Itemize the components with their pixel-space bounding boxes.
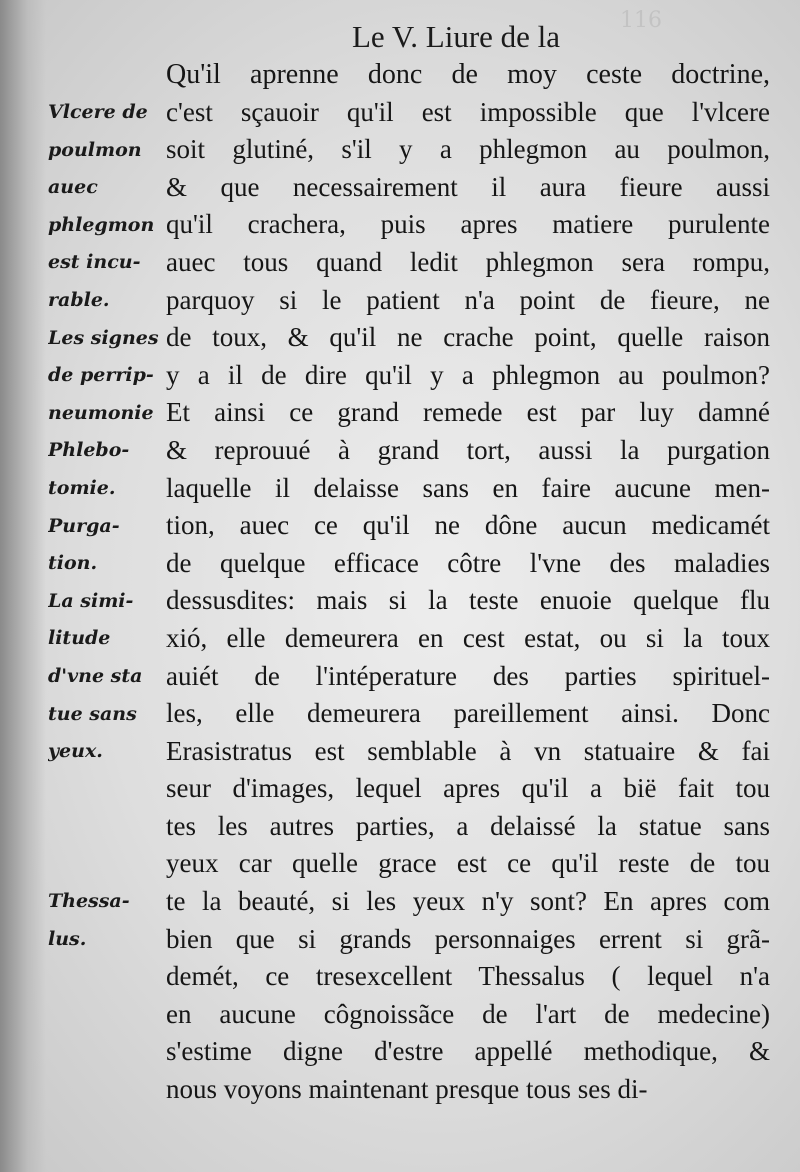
- text-line: soit glutiné, s'il y a phlegmon au poulmon,: [166, 134, 770, 165]
- text-line: en aucune côgnoissãce de l'art de medecine): [166, 998, 770, 1029]
- margin-note: litude: [48, 627, 111, 650]
- text-line: Erasistratus est semblable à vn statuaire & fai: [166, 735, 770, 766]
- text-line: demét, ce tresexcellent Thessalus ( lequel n'a: [166, 961, 770, 992]
- text-line: les, elle demeurera pareillement ainsi. Donc: [166, 698, 770, 729]
- text-line: y a il de dire qu'il y a phlegmon au poulmon?: [166, 359, 770, 390]
- page-gutter-shadow: [0, 0, 46, 1172]
- text-line: laquelle il delaisse sans en faire aucune men-: [166, 472, 770, 503]
- margin-note: auec: [48, 176, 98, 199]
- text-line: & que necessairement il aura fieure aussi: [166, 171, 770, 202]
- text-line: nous voyons maintenant presque tous ses di-: [166, 1074, 648, 1105]
- text-line: s'estime digne d'estre appellé methodique, &: [166, 1036, 770, 1067]
- text-line: tes les autres parties, a delaissé la statue sans: [166, 810, 770, 841]
- margin-notes: [48, 94, 160, 959]
- margin-note: phlegmon: [48, 213, 155, 236]
- running-head: Le V. Liure de la: [352, 19, 561, 54]
- margin-note: rable.: [48, 288, 110, 311]
- text-line: Qu'il aprenne donc de moy ceste doctrine,: [166, 59, 770, 90]
- margin-note: de perrip-: [48, 364, 154, 387]
- margin-note: d'vne sta: [48, 664, 143, 687]
- text-line: auec tous quand ledit phlegmon sera rompu,: [166, 246, 770, 277]
- text-line: auiét de l'intéperature des parties spirituel-: [166, 660, 770, 691]
- margin-note: Vlcere de: [48, 101, 148, 123]
- text-line: tion, auec ce qu'il ne dône aucun medicamét: [166, 510, 770, 541]
- text-line: parquoy si le patient n'a point de fieure, ne: [166, 284, 770, 315]
- bleed-through-page-number: 116: [620, 8, 662, 33]
- margin-note: Phlebo-: [48, 439, 130, 462]
- text-line: bien que si grands personnaiges errent si grã-: [166, 923, 770, 954]
- text-line: seur d'images, lequel apres qu'il a bië fait tou: [166, 773, 770, 804]
- margin-note: tion.: [48, 552, 98, 575]
- margin-note: lus.: [48, 928, 87, 951]
- text-line: qu'il crachera, puis apres matiere purulente: [166, 209, 770, 240]
- margin-note: Thessa-: [48, 890, 130, 913]
- text-line: dessusdites: mais si la teste enuoie quelque flu: [166, 585, 770, 616]
- margin-note: yeux.: [48, 740, 103, 763]
- text-line: de toux, & qu'il ne crache point, quelle raison: [166, 322, 770, 353]
- margin-note: Les signes: [48, 326, 159, 349]
- text-line: & reprouué à grand tort, aussi la purgation: [166, 434, 770, 465]
- margin-note: Purga-: [48, 514, 120, 537]
- text-line: te la beauté, si les yeux n'y sont? En apres com: [166, 886, 770, 917]
- text-line: yeux car quelle grace est ce qu'il reste de tou: [166, 848, 770, 879]
- margin-note: est incu-: [48, 251, 141, 274]
- text-line: de quelque efficace côtre l'vne des maladies: [166, 547, 770, 578]
- text-line: Et ainsi ce grand remede est par luy damné: [166, 397, 770, 428]
- text-line: xió, elle demeurera en cest estat, ou si la toux: [166, 622, 770, 653]
- margin-note: [48, 771, 160, 809]
- margin-note: tue sans: [48, 702, 137, 725]
- margin-note: tomie.: [48, 476, 116, 499]
- margin-note: [48, 846, 160, 884]
- margin-note: neumonie: [48, 401, 154, 424]
- margin-note: poulmon: [48, 138, 142, 161]
- text-line: c'est sçauoir qu'il est impossible que l'vlcere: [166, 96, 770, 127]
- body-text: [166, 56, 770, 1109]
- margin-note: [48, 808, 160, 846]
- margin-note: La simi-: [48, 589, 134, 612]
